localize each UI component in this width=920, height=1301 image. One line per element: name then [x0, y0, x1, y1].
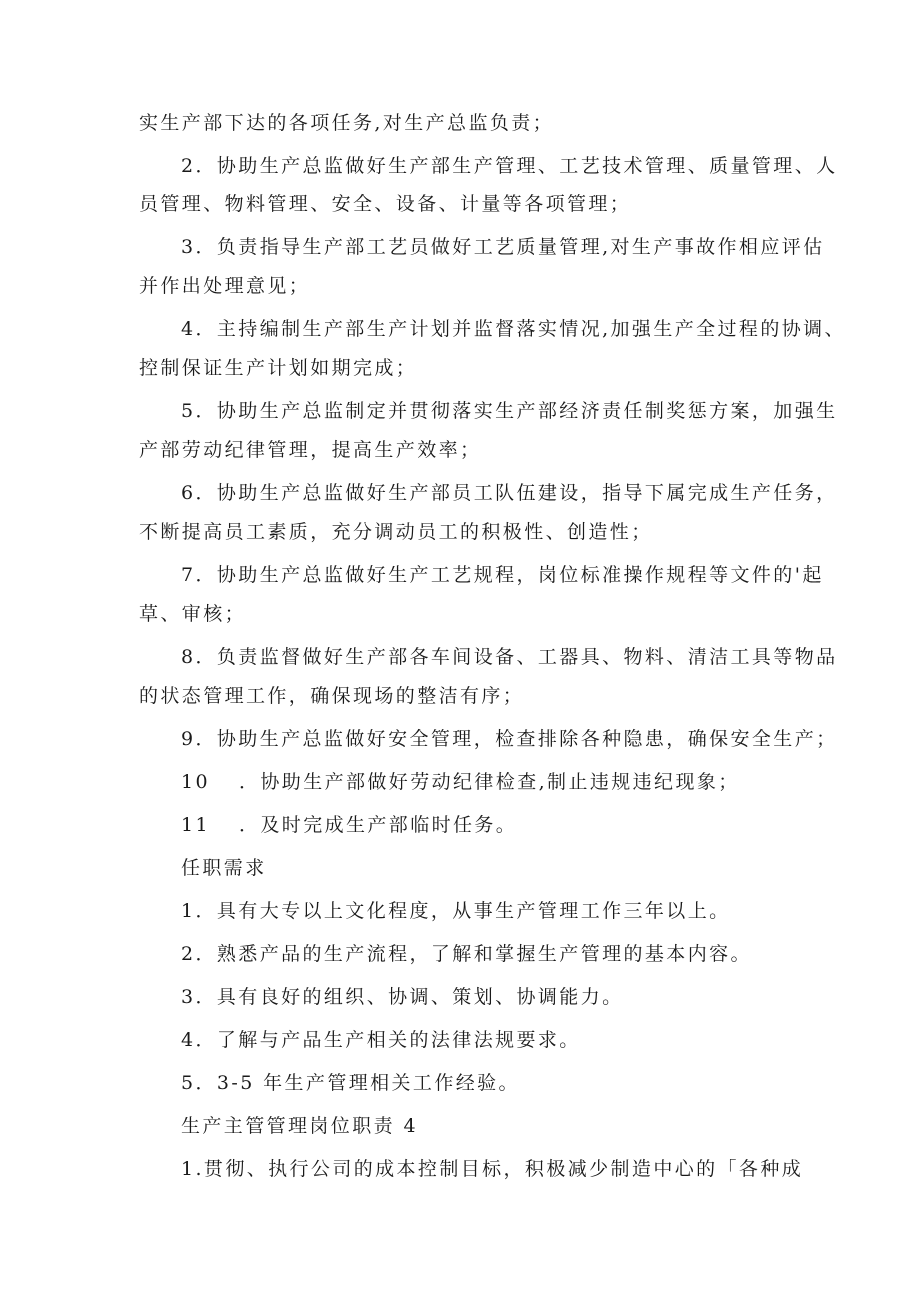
- duty-item-4-cont: 控制保证生产计划如期完成；: [139, 357, 418, 379]
- duty-item-2: 2．协助生产总监做好生产部生产管理、工艺技术管理、质量管理、人: [181, 155, 838, 177]
- next-section-first-line: 1.贯彻、执行公司的成本控制目标，积极减少制造中心的「各种成: [181, 1158, 804, 1180]
- requirement-item-2: 2．熟悉产品的生产流程，了解和掌握生产管理的基本内容。: [181, 943, 752, 965]
- duty-item-11: [181, 813, 517, 837]
- item-number: 10: [181, 771, 210, 793]
- item-number: 11: [181, 814, 210, 836]
- item-text: ．及时完成生产部临时任务。: [239, 814, 518, 836]
- next-section-title: 生产主管管理岗位职责 4: [181, 1115, 418, 1137]
- duty-item-5: 5．协助生产总监制定并贯彻落实生产部经济责任制奖惩方案，加强生: [181, 400, 838, 422]
- duty-item-4: 4．主持编制生产部生产计划并监督落实情况,加强生产全过程的协调、: [181, 318, 846, 340]
- requirement-item-1: 1．具有大专以上文化程度，从事生产管理工作三年以上。: [181, 900, 731, 922]
- duty-item-8-cont: 的状态管理工作，确保现场的整洁有序；: [139, 685, 525, 707]
- duty-item-7: 7．协助生产总监做好生产工艺规程，岗位标准操作规程等文件的'起: [181, 564, 824, 586]
- item-text: ．协助生产部做好劳动纪律检查,制止违规违纪现象；: [239, 771, 740, 793]
- paragraph-line: 实生产部下达的各项任务,对生产总监负责；: [139, 112, 555, 134]
- duty-item-9: 9．协助生产总监做好安全管理，检查排除各种隐患，确保安全生产；: [181, 728, 838, 750]
- requirement-item-3: 3．具有良好的组织、协调、策划、协调能力。: [181, 986, 624, 1008]
- duty-item-3-cont: 并作出处理意见；: [139, 275, 311, 297]
- section-heading: 任职需求: [181, 857, 267, 879]
- duty-item-6-cont: 不断提高员工素质，充分调动员工的积极性、创造性；: [139, 521, 653, 543]
- requirement-item-5: 5．3-5 年生产管理相关工作经验。: [181, 1072, 520, 1094]
- duty-item-7-cont: 草、审核；: [139, 603, 247, 625]
- requirement-item-4: 4．了解与产品生产相关的法律法规要求。: [181, 1029, 581, 1051]
- duty-item-8: 8．负责监督做好生产部各车间设备、工器具、物料、清洁工具等物品: [181, 646, 838, 668]
- duty-item-10: [181, 770, 740, 794]
- duty-item-5-cont: 产部劳动纪律管理，提高生产效率；: [139, 439, 482, 461]
- duty-item-6: 6．协助生产总监做好生产部员工队伍建设，指导下属完成生产任务，: [181, 482, 838, 504]
- duty-item-3: 3．负责指导生产部工艺员做好工艺质量管理,对生产事故作相应评估: [181, 236, 825, 258]
- duty-item-2-cont: 员管理、物料管理、安全、设备、计量等各项管理；: [139, 193, 632, 215]
